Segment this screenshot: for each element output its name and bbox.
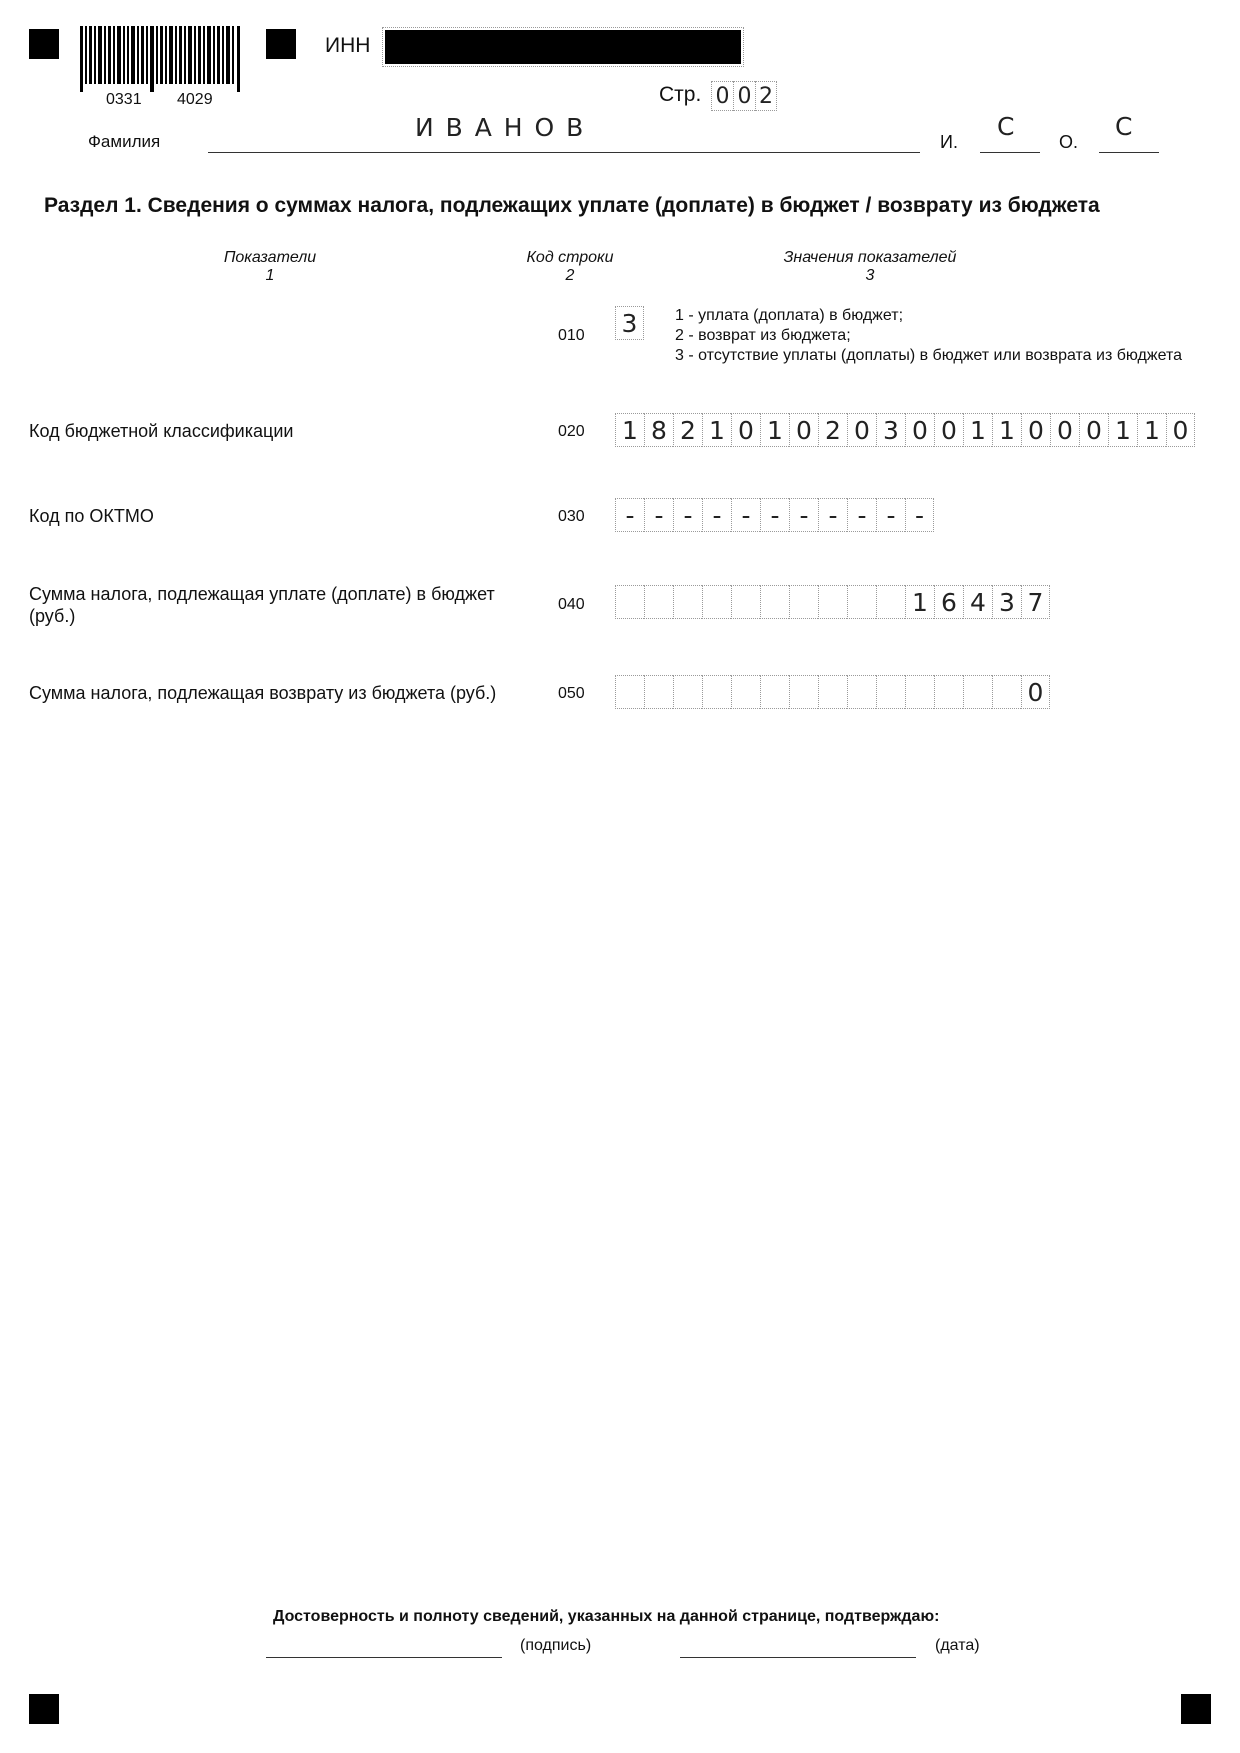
- row-020-digit: 3: [876, 413, 905, 447]
- row-040-digit: 4: [963, 585, 992, 619]
- page-digit: 0: [711, 81, 733, 111]
- row-020-digit: 1: [963, 413, 992, 447]
- row-050-digit: [905, 675, 934, 709]
- row-040-digit: [702, 585, 731, 619]
- row-040-digit: [789, 585, 818, 619]
- row-050-digit: [876, 675, 905, 709]
- corner-marker-bottom-left: [29, 1694, 59, 1724]
- corner-marker-top-left: [29, 29, 59, 59]
- inn-field-redacted[interactable]: [385, 30, 741, 64]
- initial-o-label: О.: [1059, 132, 1079, 152]
- row-040-digit: [673, 585, 702, 619]
- row-020-code: 020: [558, 423, 585, 440]
- row-020-digit: 8: [644, 413, 673, 447]
- row-030-digit: -: [673, 498, 702, 532]
- row-040-digit: 3: [992, 585, 1021, 619]
- row-020-digit: 0: [789, 413, 818, 447]
- row-020-digit: 1: [615, 413, 644, 447]
- option-line: 3 - отсутствие уплаты (доплаты) в бюджет или возврата из бюджета: [675, 347, 1182, 364]
- page-number-field[interactable]: [711, 81, 777, 113]
- row-030-digit: -: [905, 498, 934, 532]
- column-header-indicators: Показатели 1: [223, 249, 317, 284]
- row-020-digit: 0: [1079, 413, 1108, 447]
- row-040-digit: 7: [1021, 585, 1050, 619]
- row-040-digit: [818, 585, 847, 619]
- row-030-digit: -: [847, 498, 876, 532]
- row-020-field[interactable]: [615, 413, 1195, 449]
- surname-value[interactable]: И В А Н О В: [415, 113, 586, 142]
- row-050-digit: 0: [1021, 675, 1050, 709]
- row-050-digit: [673, 675, 702, 709]
- row-050-digit: [992, 675, 1021, 709]
- option-line: 1 - уплата (доплата) в бюджет;: [675, 307, 904, 324]
- column-header-line-code: Код строки 2: [526, 249, 614, 284]
- column-header-values: Значения показателей 3: [783, 249, 957, 284]
- row-010-code: 010: [558, 327, 585, 344]
- page-digit: 2: [755, 81, 777, 111]
- row-050-digit: [963, 675, 992, 709]
- row-040-field[interactable]: [615, 585, 1050, 621]
- row-030-digit: -: [818, 498, 847, 532]
- row-050-code: 050: [558, 685, 585, 702]
- row-030-digit: -: [789, 498, 818, 532]
- row-030-code: 030: [558, 508, 585, 525]
- option-line: 2 - возврат из бюджета;: [675, 327, 851, 344]
- row-030-label: Код по ОКТМО: [29, 506, 154, 526]
- confirmation-text: Достоверность и полноту сведений, указанных на данной странице, подтверждаю:: [273, 1608, 940, 1625]
- corner-marker-bottom-right: [1181, 1694, 1211, 1724]
- row-040-digit: [847, 585, 876, 619]
- initial-o-value[interactable]: С: [1115, 112, 1133, 141]
- page-digit: 0: [733, 81, 755, 111]
- barcode-number-left: 0331: [106, 91, 142, 108]
- row-030-digit: -: [615, 498, 644, 532]
- row-020-digit: 0: [1021, 413, 1050, 447]
- row-010-options: [675, 306, 1182, 366]
- row-020-digit: 0: [847, 413, 876, 447]
- corner-marker-top-center: [266, 29, 296, 59]
- row-020-digit: 0: [905, 413, 934, 447]
- row-020-digit: 0: [1166, 413, 1195, 447]
- page-label: Стр.: [659, 83, 702, 106]
- initial-o-line: [1099, 152, 1159, 153]
- row-030-digit: -: [644, 498, 673, 532]
- row-040-digit: 1: [905, 585, 934, 619]
- row-020-digit: 1: [1137, 413, 1166, 447]
- row-050-label: Сумма налога, подлежащая возврату из бюджета (руб.): [29, 683, 497, 703]
- row-020-digit: 1: [1108, 413, 1137, 447]
- row-020-digit: 2: [818, 413, 847, 447]
- row-050-digit: [760, 675, 789, 709]
- row-050-digit: [731, 675, 760, 709]
- row-020-digit: 1: [702, 413, 731, 447]
- row-050-digit: [789, 675, 818, 709]
- row-040-label: Сумма налога, подлежащая уплате (доплате) в бюджет (руб.): [29, 584, 495, 626]
- row-020-digit: 0: [1050, 413, 1079, 447]
- date-line[interactable]: [680, 1657, 916, 1658]
- row-020-digit: 2: [673, 413, 702, 447]
- row-030-field[interactable]: [615, 498, 934, 534]
- initial-i-line: [980, 152, 1040, 153]
- row-020-label: Код бюджетной классификации: [29, 421, 294, 441]
- row-030-digit: -: [702, 498, 731, 532]
- row-050-digit: [615, 675, 644, 709]
- row-020-digit: 1: [992, 413, 1021, 447]
- row-050-digit: [702, 675, 731, 709]
- surname-line: [208, 152, 920, 153]
- signature-label: (подпись): [520, 1637, 592, 1654]
- row-030-digit: -: [731, 498, 760, 532]
- inn-label: ИНН: [325, 34, 371, 57]
- row-050-digit: [847, 675, 876, 709]
- row-040-digit: [731, 585, 760, 619]
- surname-label: Фамилия: [88, 132, 161, 151]
- initial-i-value[interactable]: С: [997, 112, 1015, 141]
- row-050-field[interactable]: [615, 675, 1050, 711]
- row-040-digit: [615, 585, 644, 619]
- barcode-image: [80, 26, 242, 92]
- row-040-code: 040: [558, 596, 585, 613]
- row-040-digit: [876, 585, 905, 619]
- row-020-digit: 0: [934, 413, 963, 447]
- row-020-digit: 1: [760, 413, 789, 447]
- row-010-digit: 3: [615, 306, 644, 340]
- barcode-number-right: 4029: [177, 91, 213, 108]
- row-040-digit: [644, 585, 673, 619]
- row-010-field[interactable]: [615, 306, 644, 342]
- row-030-digit: -: [876, 498, 905, 532]
- section-title: Раздел 1. Сведения о суммах налога, подлежащих уплате (доплате) в бюджет / возврату из бюджета: [44, 194, 1100, 217]
- row-030-digit: -: [760, 498, 789, 532]
- date-label: (дата): [935, 1637, 980, 1654]
- initial-i-label: И.: [940, 132, 958, 152]
- row-050-digit: [818, 675, 847, 709]
- row-040-digit: 6: [934, 585, 963, 619]
- row-040-digit: [760, 585, 789, 619]
- row-050-digit: [644, 675, 673, 709]
- row-020-digit: 0: [731, 413, 760, 447]
- signature-line[interactable]: [266, 1657, 502, 1658]
- row-050-digit: [934, 675, 963, 709]
